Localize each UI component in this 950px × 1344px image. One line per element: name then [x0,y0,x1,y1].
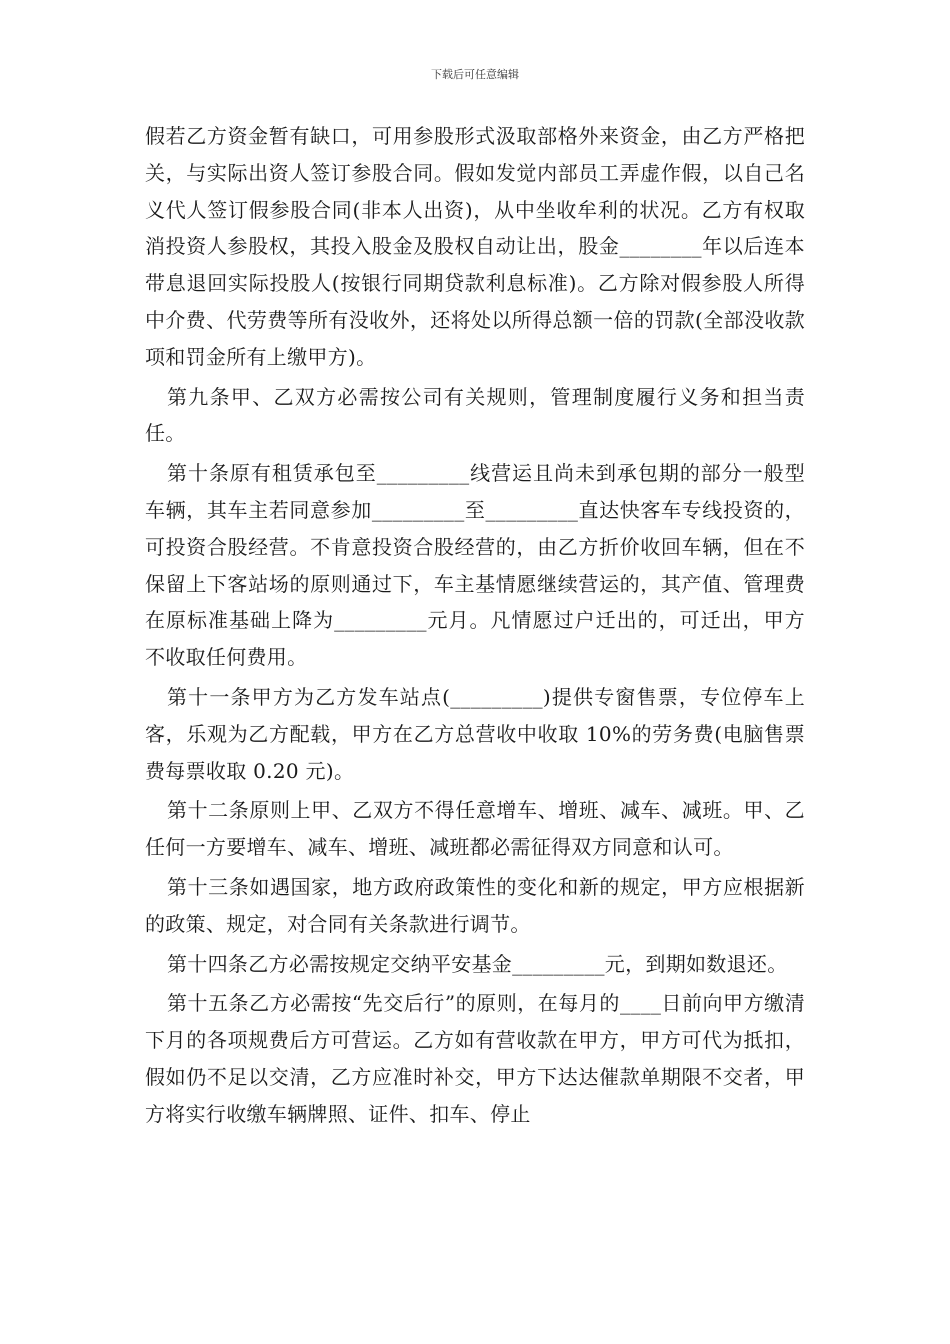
paragraph-article-10: 第十条原有租赁承包至_________线营运且尚未到承包期的部分一般型车辆，其车主若同意参加_________至_________直达快客车专线投资的，可投资合股经营。不肯意投资合股经营的，由乙方折价收回车辆，但在不保留上下客站场的原则通过下，车主基情愿继续营运的，其产值、管理费在原标准基础上降为_________元月。凡情愿过户迁出的，可迁出，甲方不收取任何费用。 [145,461,805,670]
paragraph-article-12: 第十二条原则上甲、乙双方不得任意增车、增班、减车、减班。甲、乙任何一方要增车、减车、增班、减班都必需征得双方同意和认可。 [145,798,805,860]
page-header: 下载后可任意编辑 [431,68,519,81]
paragraph-article-13: 第十三条如遇国家，地方政府政策性的变化和新的规定，甲方应根据新的政策、规定，对合同有关条款进行调节。 [145,874,805,936]
paragraph-continuation: 假若乙方资金暂有缺口，可用参股形式汲取部格外来资金，由乙方严格把关，与实际出资人签订参股合同。假如发觉内部员工弄虚作假，以自己名义代人签订假参股合同(非本人出资)，从中坐收牟利的状况。乙方有权取消投资人参股权，其投入股金及股权自动让出，股金________年以后连本带息退回实际投股人(按银行同期贷款利息标准)。乙方除对假参股人所得中介费、代劳费等所有没收外，还将处以所得总额一倍的罚款(全部没收款项和罚金所有上缴甲方)。 [145,124,805,369]
document-body [145,118,805,1136]
paragraph-article-15: 第十五条乙方必需按“先交后行”的原则，在每月的____日前向甲方缴清下月的各项规费后方可营运。乙方如有营收款在甲方，甲方可代为抵扣，假如仍不足以交清，乙方应准时补交，甲方下达达催款单期限不交者，甲方将实行收缴车辆牌照、证件、扣车、停止 [145,991,805,1126]
paragraph-article-14: 第十四条乙方必需按规定交纳平安基金_________元，到期如数退还。 [167,951,788,976]
paragraph-article-11: 第十一条甲方为乙方发车站点(_________)提供专窗售票，专位停车上客，乐观为乙方配载，甲方在乙方总营收中收取 10%的劳务费(电脑售票费每票收取 0.20 元)。 [145,684,805,783]
paragraph-article-9: 第九条甲、乙双方必需按公司有关规则，管理制度履行义务和担当责任。 [145,384,805,446]
